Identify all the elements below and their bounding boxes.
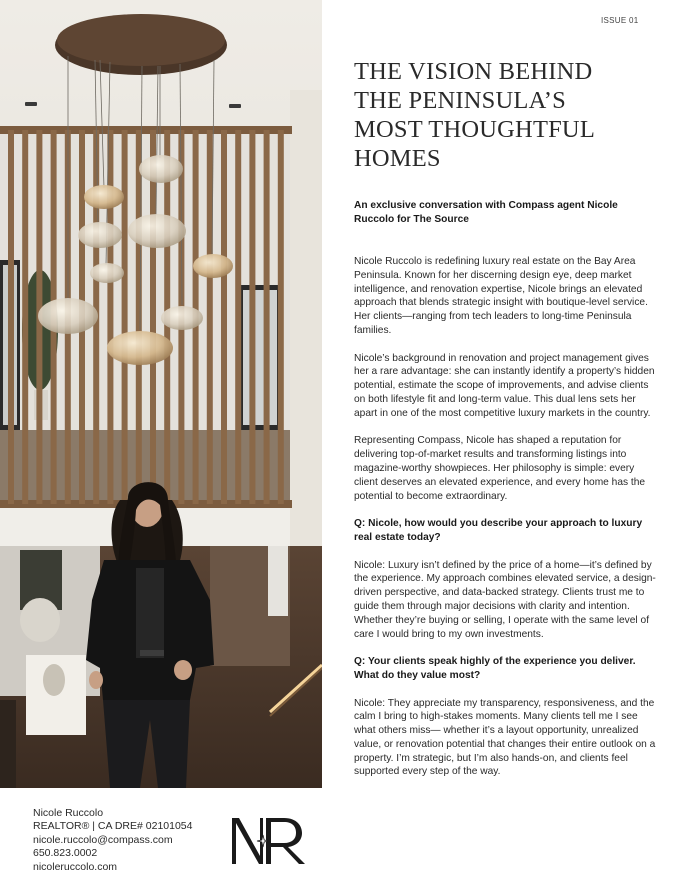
interview-question: Q: Nicole, how would you describe your approach to luxury real estate today? (354, 518, 643, 543)
title-line: THE PENINSULA’S (354, 87, 566, 114)
article-paragraph: Nicole: Luxury isn’t defined by the price of a home—it’s defined by the experience. My approach combines elevated service, a design-driven perspective, and data-backed strategy. Clients trust me to guide them through major decisions with clarity and intention. Whether they’re buying or selling, I operate with the same level of care I would bring to my own investments. (354, 559, 656, 640)
agent-license: REALTOR® | CA DRE# 02101054 (33, 820, 193, 833)
article-paragraph: Nicole: They appreciate my transparency, responsiveness, and the calm I bring to high-stakes moments. Many clients tell me I see what others miss— whether it’s a layout opportunity, unrealized value, or renovation potential that changes their entire outlook on a property. I’m strategic, but I’m also hands-on, and clients feel supported every step of the way. (354, 697, 656, 778)
footer (0, 788, 690, 894)
agent-phone[interactable]: 650.823.0002 (33, 847, 98, 860)
agent-email-link[interactable]: nicole.ruccolo@compass.com (33, 833, 173, 846)
article-paragraph: Nicole Ruccolo is redefining luxury real estate on the Bay Area Peninsula. Known for her discerning design eye, deep market intelligence, and renovation expertise, Nicole brings an elevated approach that blends strategic insight with boutique-level service. Her clients—ranging from tech leaders to long-time Peninsula families. (354, 256, 648, 336)
article-paragraph: Representing Compass, Nicole has shaped a reputation for delivering top-of-market results and transforming listings into magazine-worthy showpieces. Her philosophy is simple: every client deserves an elevated experience, and every home has the potential to become extraordinary. (354, 435, 646, 502)
interview-question: Q: Your clients speak highly of the experience you deliver. What do they value most? (354, 656, 636, 681)
agent-name: Nicole Ruccolo (33, 807, 104, 819)
article-body (354, 255, 658, 793)
agent-website-link[interactable]: nicoleruccolo.com (33, 860, 118, 873)
contact-block (33, 807, 193, 874)
nr-logo (230, 814, 310, 868)
issue-label: ISSUE 01 (601, 16, 639, 25)
page-title (354, 57, 674, 173)
title-line: MOST THOUGHTFUL (354, 116, 595, 143)
article-subtitle: An exclusive conversation with Compass agent Nicole Ruccolo for The Source (354, 200, 618, 225)
title-line: THE VISION BEHIND (354, 58, 593, 85)
article-paragraph: Nicole’s background in renovation and project management gives her a rare advantage: she can instantly identify a property’s hidden potential, estimate the scope of improvements, and advise clients on both lifestyle fit and long-term value. This dual lens sets her apart in one of the most competitive luxury markets in the country. (354, 352, 655, 419)
title-line: HOMES (354, 145, 441, 172)
agent-portrait-photo (0, 0, 322, 788)
